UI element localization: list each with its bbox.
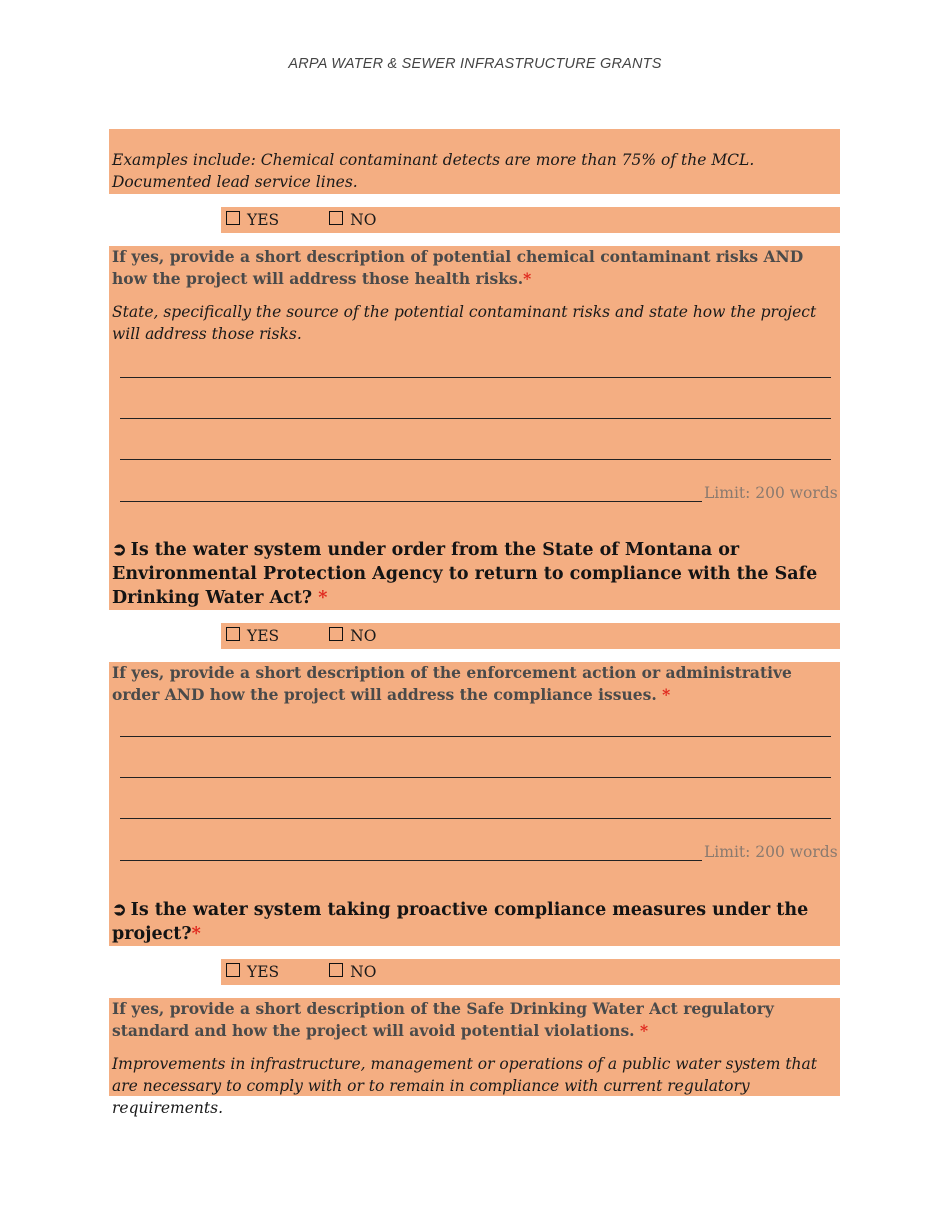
word-limit-1: Limit: 200 words [704, 484, 838, 502]
description-panel-1 [109, 246, 840, 510]
answer-line[interactable] [120, 777, 831, 778]
question-2: ➲ Is the water system under order from the State of Montana or Environmental Protection Agency to return to compliance with the Safe Drinking Water Act? * [112, 540, 818, 608]
yes-no-row-2 [221, 623, 840, 649]
help-text-1: State, specifically the source of the potential contaminant risks and state how the project will address those risks. [112, 303, 817, 343]
question-panel-2 [109, 510, 840, 610]
no-option-3[interactable]: NO [329, 963, 376, 981]
answer-line[interactable] [120, 860, 702, 861]
help-text-3: Improvements in infrastructure, management or operations of a public water system that are necessary to comply with or to remain in compliance with current regulatory requirements. [112, 1055, 818, 1117]
yes-option-2[interactable]: YES [226, 627, 279, 645]
example-text: Examples include: Chemical contaminant detects are more than 75% of the MCL. Documented lead service lines. [112, 151, 755, 191]
description-panel-2 [109, 662, 840, 870]
yes-no-row-1 [221, 207, 840, 233]
answer-line[interactable] [120, 818, 831, 819]
checkbox-icon[interactable] [226, 627, 240, 641]
word-limit-2: Limit: 200 words [704, 843, 838, 861]
question-3: ➲ Is the water system taking proactive compliance measures under the project?* [112, 900, 809, 944]
answer-line[interactable] [120, 418, 831, 419]
checkbox-icon[interactable] [226, 963, 240, 977]
answer-line[interactable] [120, 501, 702, 502]
description-prompt-2: If yes, provide a short description of the enforcement action or administrative order AND how the project will address the compliance issues. * [112, 663, 792, 704]
description-prompt-1: If yes, provide a short description of potential chemical contaminant risks AND how the project will address those health risks.* [112, 247, 804, 288]
yes-option-1[interactable]: YES [226, 211, 279, 229]
arrow-right-circle-icon: ➲ [112, 540, 127, 560]
yes-no-row-3 [221, 959, 840, 985]
arrow-right-circle-icon: ➲ [112, 900, 127, 920]
checkbox-icon[interactable] [329, 963, 343, 977]
no-option-2[interactable]: NO [329, 627, 376, 645]
example-panel [109, 129, 840, 194]
page-header: ARPA WATER & SEWER INFRASTRUCTURE GRANTS [288, 56, 662, 72]
question-panel-3 [109, 870, 840, 946]
yes-option-3[interactable]: YES [226, 963, 279, 981]
description-prompt-3: If yes, provide a short description of the Safe Drinking Water Act regulatory standard and how the project will avoid potential violations. * [112, 999, 774, 1040]
description-panel-3 [109, 998, 840, 1117]
no-option-1[interactable]: NO [329, 211, 376, 229]
answer-line[interactable] [120, 459, 831, 460]
checkbox-icon[interactable] [226, 211, 240, 225]
answer-line[interactable] [120, 736, 831, 737]
checkbox-icon[interactable] [329, 211, 343, 225]
checkbox-icon[interactable] [329, 627, 343, 641]
answer-line[interactable] [120, 377, 831, 378]
